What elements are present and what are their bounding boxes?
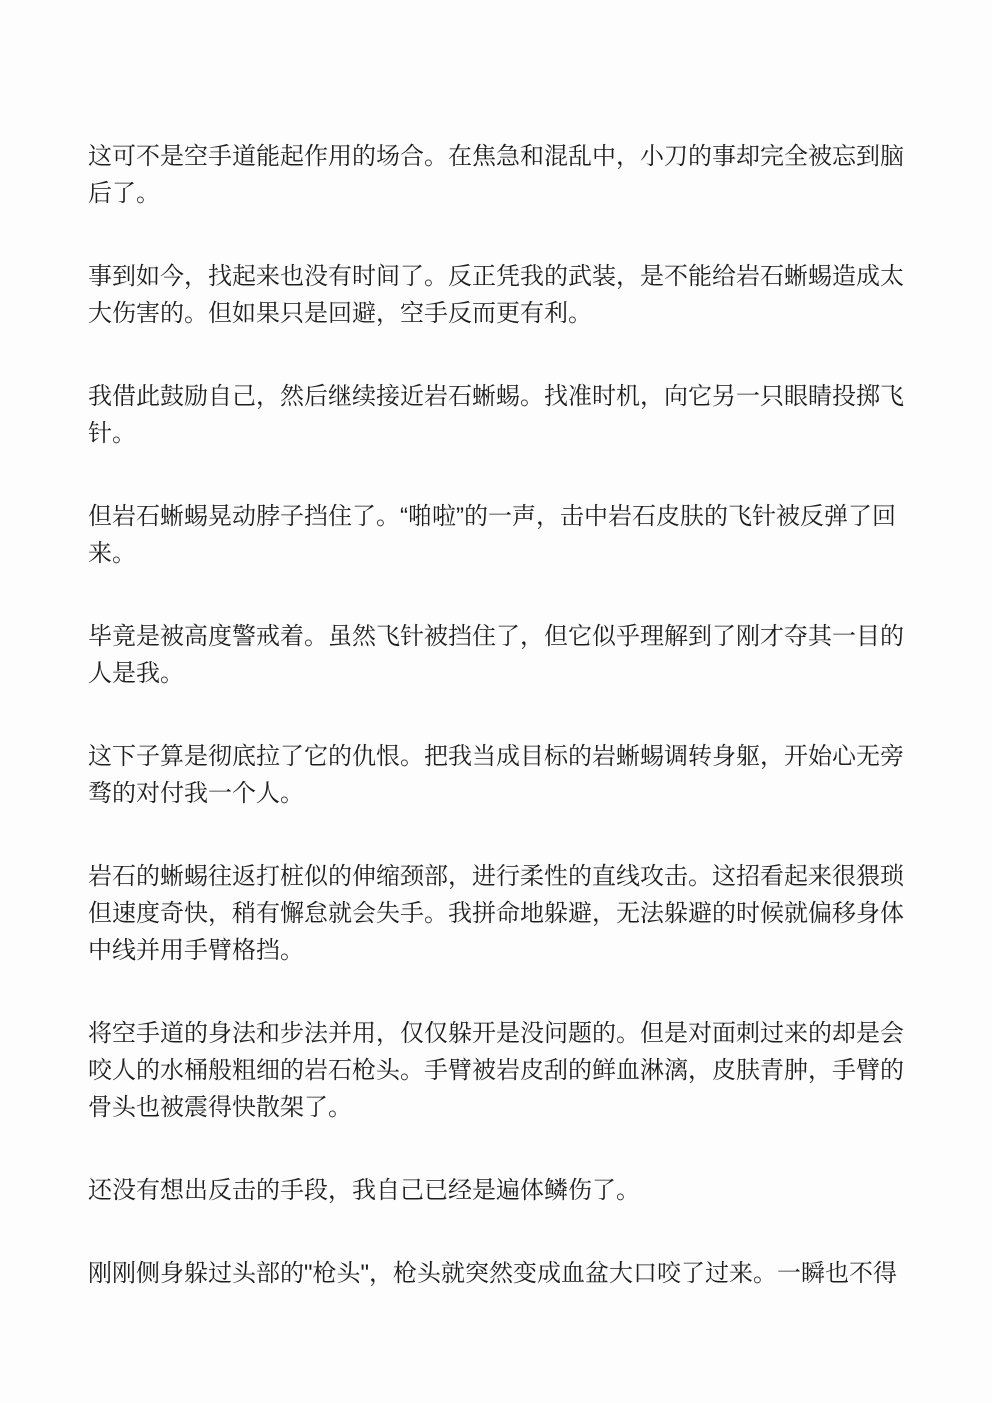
paragraph: 刚刚侧身躲过头部的"枪头"，枪头就突然变成血盆大口咬了过来。一瞬也不得 bbox=[88, 1260, 898, 1287]
paragraph: 事到如今，找起来也没有时间了。反正凭我的武装，是不能给岩石蜥蜴造成太大伤害的。但如果只是回避，空手反而更有利。 bbox=[88, 263, 904, 327]
paragraph: 还没有想出反击的手段，我自己已经是遍体鳞伤了。 bbox=[88, 1177, 640, 1204]
paragraph: 这可不是空手道能起作用的场合。在焦急和混乱中，小刀的事却完全被忘到脑后了。 bbox=[88, 143, 904, 207]
paragraph: 我借此鼓励自己，然后继续接近岩石蜥蜴。找准时机，向它另一只眼睛投掷飞针。 bbox=[88, 383, 904, 447]
paragraph: 但岩石蜥蜴晃动脖子挡住了。“啪啦”的一声，击中岩石皮肤的飞针被反弹了回来。 bbox=[88, 503, 896, 567]
paragraph: 毕竟是被高度警戒着。虽然飞针被挡住了，但它似乎理解到了刚才夺其一目的人是我。 bbox=[88, 623, 904, 687]
paragraph: 这下子算是彻底拉了它的仇恨。把我当成目标的岩蜥蜴调转身躯，开始心无旁骛的对付我一个人。 bbox=[88, 743, 904, 807]
paragraph: 将空手道的身法和步法并用，仅仅躲开是没问题的。但是对面刺过来的却是会咬人的水桶般粗细的岩石枪头。手臂被岩皮刮的鲜血淋漓，皮肤青肿，手臂的骨头也被震得快散架了。 bbox=[88, 1020, 904, 1121]
paragraph: 岩石的蜥蜴往返打桩似的伸缩颈部，进行柔性的直线攻击。这招看起来很猥琐但速度奇快，稍有懈怠就会失手。我拼命地躲避，无法躲避的时候就偏移身体中线并用手臂格挡。 bbox=[88, 863, 904, 964]
paragraph-list bbox=[88, 138, 908, 1292]
